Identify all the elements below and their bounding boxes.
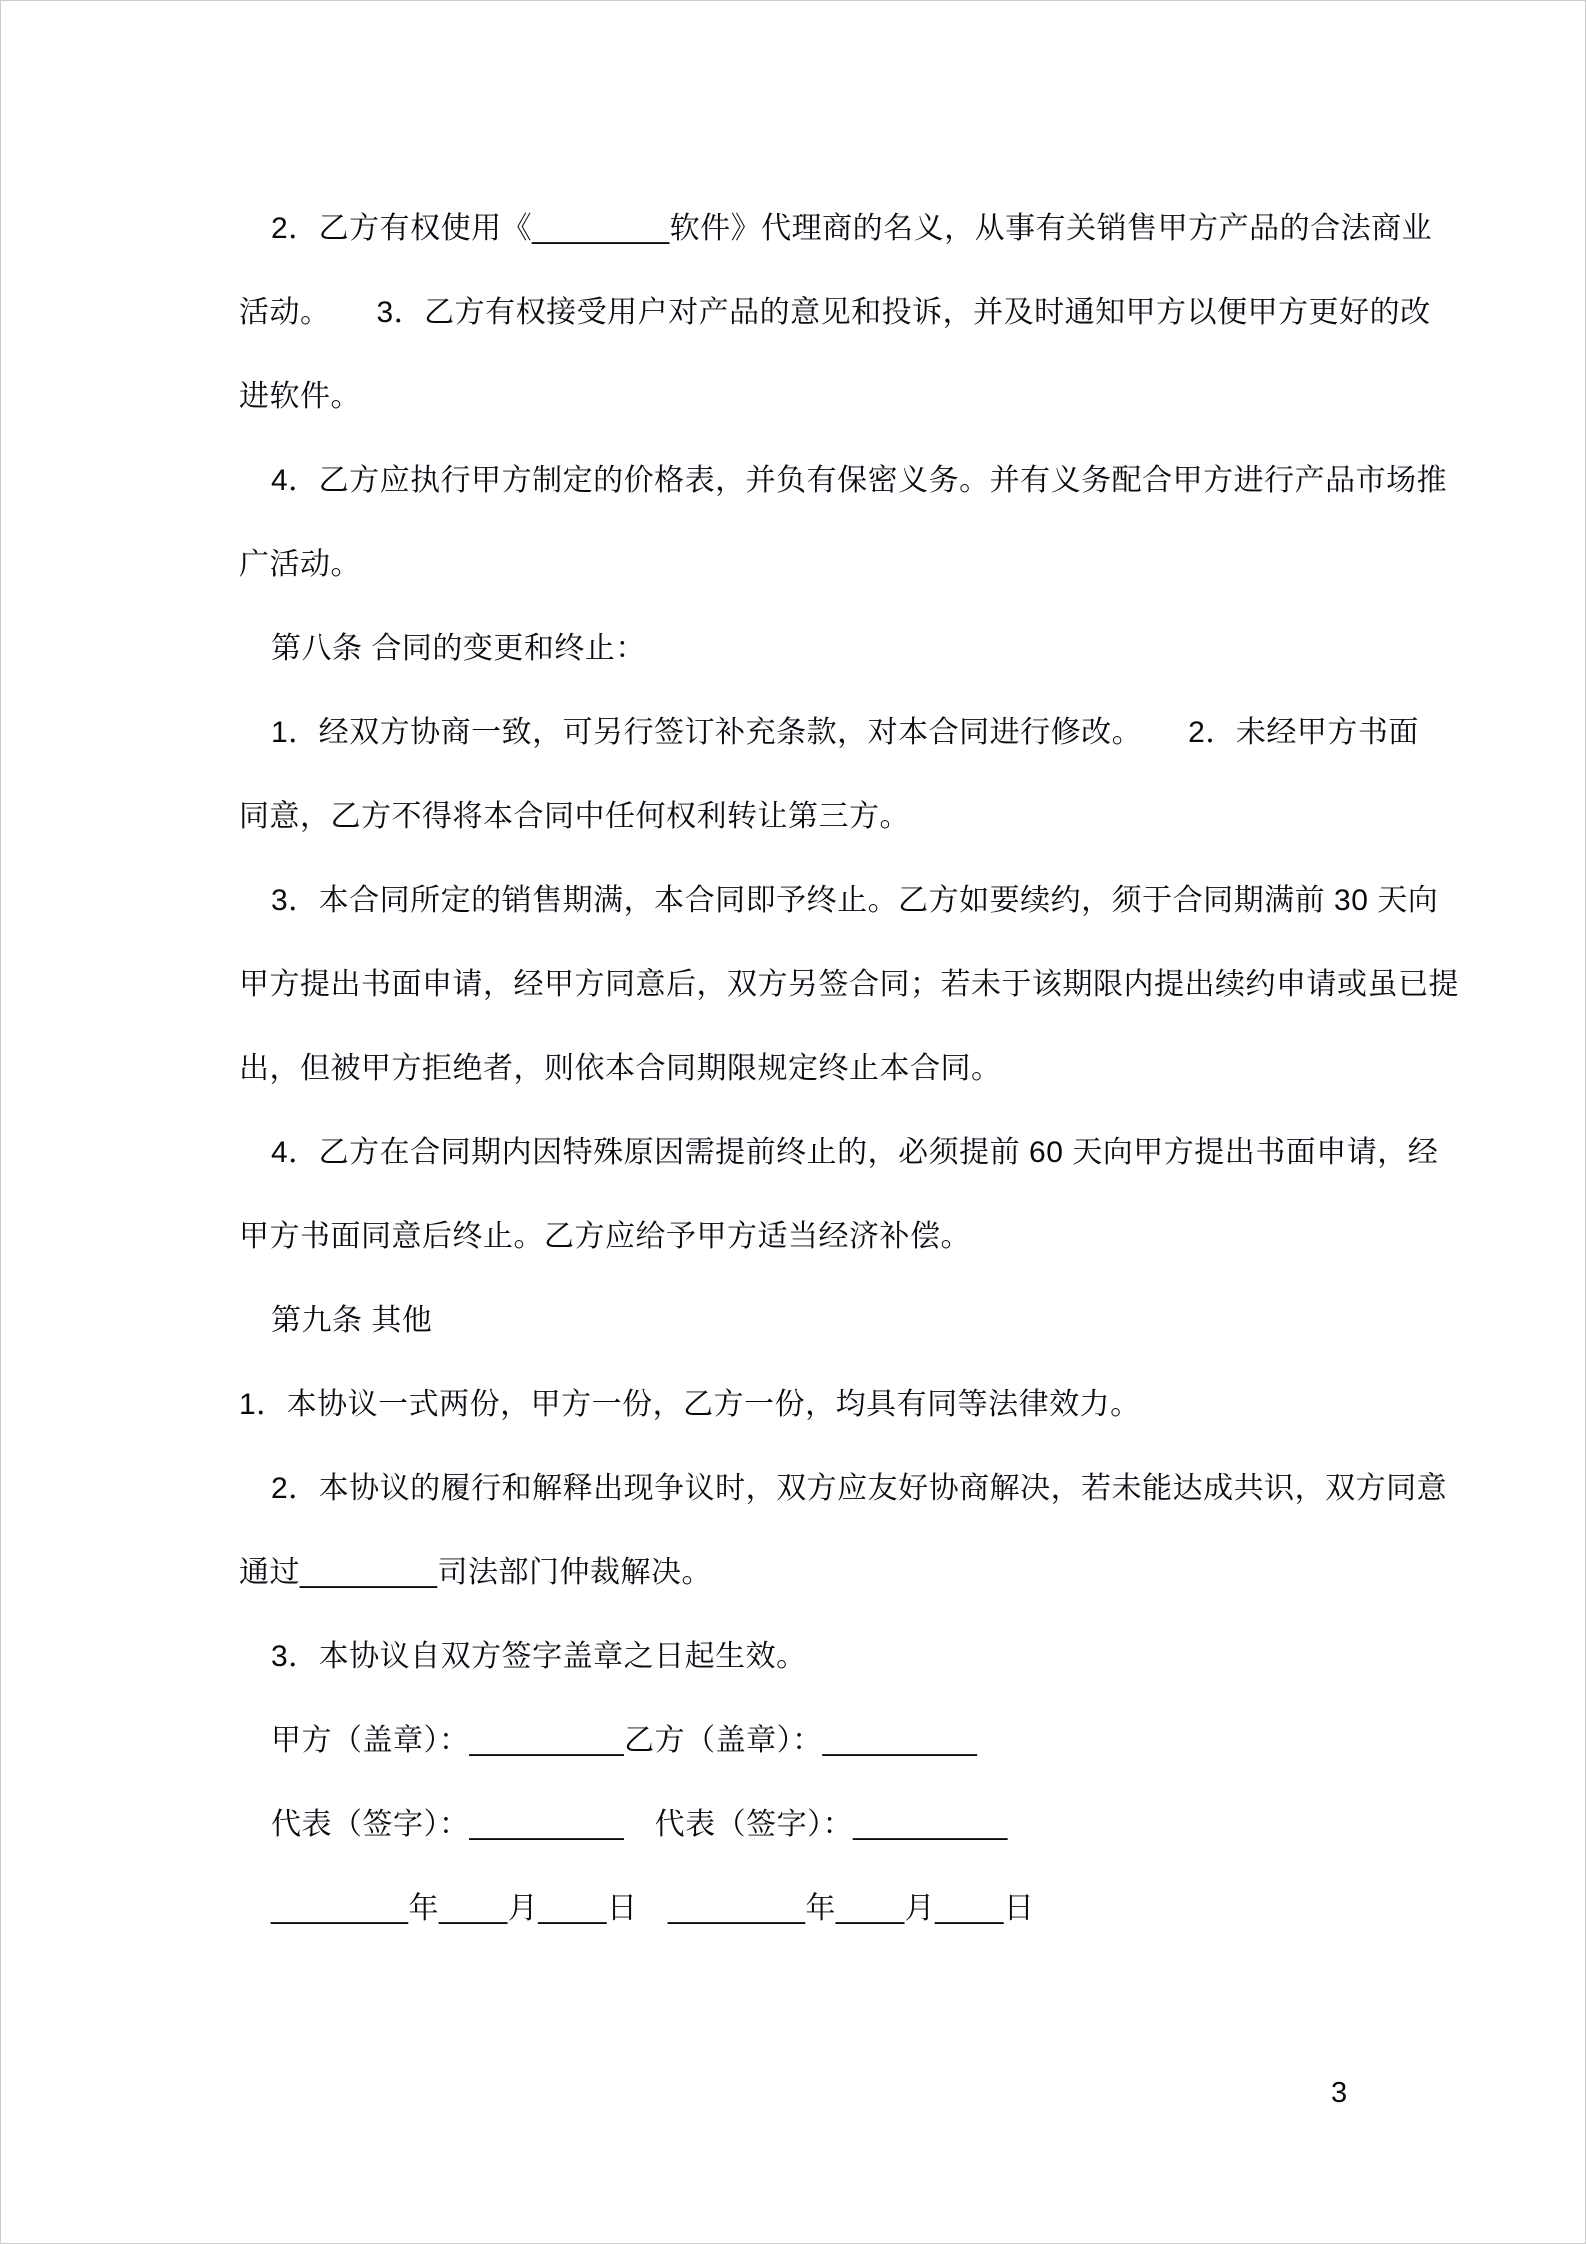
text-line: 2．本协议的履行和解释出现争议时，双方应友好协商解决，若未能达成共识，双方同意 — [271, 1472, 1448, 1505]
text-line: 甲方书面同意后终止。乙方应给予甲方适当经济补偿。 — [239, 1220, 971, 1253]
text-line: 广活动。 — [239, 548, 361, 581]
text-line: 4．乙方在合同期内因特殊原因需提前终止的，必须提前 60 天向甲方提出书面申请，经 — [271, 1136, 1439, 1169]
text-line: 通过________司法部门仲裁解决。 — [239, 1556, 712, 1589]
text-line: 出，但被甲方拒绝者，则依本合同期限规定终止本合同。 — [239, 1052, 1002, 1085]
text-line: 第八条 合同的变更和终止： — [271, 632, 646, 665]
document-body — [239, 187, 1459, 1951]
text-line: 活动。 3．乙方有权接受用户对产品的意见和投诉，并及时通知甲方以便甲方更好的改 — [239, 296, 1431, 329]
text-line: 甲方（盖章）：_________乙方（盖章）：_________ — [271, 1724, 978, 1757]
text-line: 1．本协议一式两份，甲方一份，乙方一份，均具有同等法律效力。 — [239, 1388, 1141, 1421]
text-line: 第九条 其他 — [271, 1304, 433, 1337]
text-line: 代表（签字）：_________ 代表（签字）：_________ — [271, 1808, 1008, 1841]
text-line: 2．乙方有权使用《________软件》代理商的名义，从事有关销售甲方产品的合法商业 — [271, 212, 1433, 245]
text-line: 3．本协议自双方签字盖章之日起生效。 — [271, 1640, 807, 1673]
text-line: 同意，乙方不得将本合同中任何权利转让第三方。 — [239, 800, 910, 833]
page-number: 3 — [1331, 2077, 1348, 2109]
text-line: 1．经双方协商一致，可另行签订补充条款，对本合同进行修改。 2．未经甲方书面 — [271, 716, 1419, 749]
text-line: 进软件。 — [239, 380, 361, 413]
text-line: 3．本合同所定的销售期满，本合同即予终止。乙方如要续约，须于合同期满前 30 天向 — [271, 884, 1439, 917]
text-line: 甲方提出书面申请，经甲方同意后，双方另签合同；若未于该期限内提出续约申请或虽已提 — [239, 968, 1459, 1001]
text-line: ________年____月____日 ________年____月____日 — [271, 1892, 1035, 1925]
text-line: 4．乙方应执行甲方制定的价格表，并负有保密义务。并有义务配合甲方进行产品市场推 — [271, 464, 1448, 497]
